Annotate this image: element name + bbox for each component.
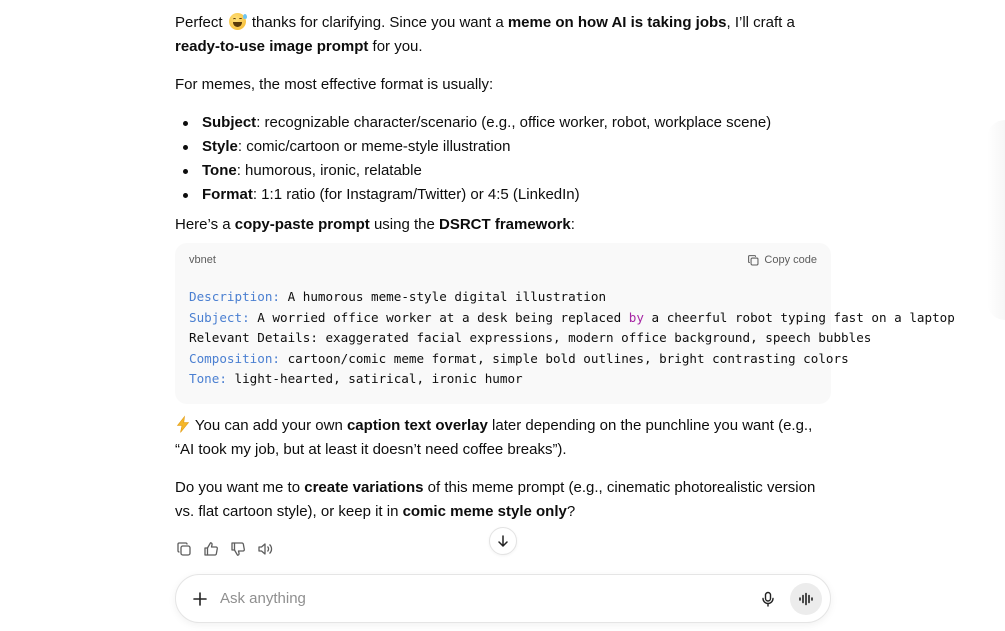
ask-input[interactable] <box>220 590 754 607</box>
code-text: a cheerful robot typing fast on a laptop <box>643 309 955 325</box>
thumbs-up-button[interactable] <box>202 540 219 557</box>
message-actions <box>175 540 273 557</box>
voice-mode-button[interactable] <box>790 583 822 615</box>
dictate-button[interactable] <box>754 585 782 613</box>
text: for you. <box>368 38 423 55</box>
code-keyword: by <box>628 309 644 325</box>
bold-text: meme on how AI is taking jobs <box>507 14 727 31</box>
bold-text: caption text overlay <box>346 417 488 434</box>
text: using the <box>369 216 439 233</box>
code-key: Tone: <box>189 371 227 386</box>
text: You can add your own <box>191 417 347 434</box>
copy-code-label: Copy code <box>764 254 817 266</box>
code-content <box>175 277 955 390</box>
prompt-intro-paragraph <box>175 213 831 237</box>
assistant-message <box>175 11 955 538</box>
code-key: Description: <box>189 289 280 304</box>
add-attachment-button[interactable] <box>186 585 214 613</box>
code-language-label: vbnet <box>189 254 216 266</box>
speaker-icon <box>257 541 273 557</box>
bold-text: create variations <box>304 479 424 496</box>
lightning-bolt-emoji-icon <box>175 416 191 433</box>
list-item <box>175 111 831 135</box>
text: later depending on the punchline you want (e.g., “AI took my job, but at least it doesn’t need coffee breaks”). <box>175 417 813 458</box>
code-key: Subject: <box>189 309 250 325</box>
bold-text: ready-to-use image prompt <box>175 38 369 55</box>
text: Perfect <box>175 14 223 31</box>
text: Here’s a <box>175 216 235 233</box>
code-block <box>175 243 955 404</box>
list-item <box>175 135 831 159</box>
scroll-to-bottom-button[interactable] <box>489 527 517 555</box>
list-item-term: Tone <box>202 162 237 179</box>
grinning-sweat-emoji-icon <box>229 13 246 30</box>
voice-mode-icon <box>798 591 814 607</box>
copy-icon <box>176 541 192 557</box>
code-text: A worried office worker at a desk being replaced <box>249 309 629 325</box>
code-text: light-hearted, satirical, ironic humor <box>226 371 523 386</box>
code-key: Composition: <box>189 350 280 366</box>
copy-code-button[interactable] <box>747 248 817 272</box>
format-list <box>175 111 831 207</box>
thumbs-down-icon <box>230 541 246 557</box>
code-text: A humorous meme-style digital illustration <box>280 289 607 304</box>
code-text: cartoon/comic meme format, simple bold outlines, bright contrasting colors <box>280 350 849 366</box>
text: thanks for clarifying. Since you want a <box>247 14 508 31</box>
code-header <box>175 243 831 277</box>
plus-icon <box>192 591 208 607</box>
caption-paragraph <box>175 414 831 462</box>
bold-text: comic meme style only <box>402 503 567 520</box>
code-text: Relevant Details: exaggerated facial expressions, modern office background, speech bubbles <box>189 330 872 345</box>
read-aloud-button[interactable] <box>256 540 273 557</box>
list-item <box>175 159 831 183</box>
list-item-term: Subject <box>202 114 257 131</box>
bold-text: DSRCT framework <box>439 216 571 233</box>
list-item-text: : comic/cartoon or meme-style illustration <box>237 138 511 155</box>
text: Do you want me to <box>175 479 305 496</box>
text: of this meme prompt (e.g., cinematic photorealistic version vs. flat cartoon style), or keep it in <box>175 479 816 520</box>
microphone-icon <box>760 591 776 607</box>
list-item <box>175 183 831 207</box>
thumbs-down-button[interactable] <box>229 540 246 557</box>
intro-paragraph <box>175 11 831 59</box>
question-paragraph <box>175 476 831 524</box>
text: , I’ll craft a <box>726 14 795 31</box>
sidebar-edge-shadow <box>987 120 1005 320</box>
format-paragraph: For memes, the most effective format is usually: <box>175 76 494 93</box>
text: ? <box>566 503 576 520</box>
copy-icon <box>747 254 760 267</box>
list-item-text: : humorous, ironic, relatable <box>236 162 422 179</box>
text: : <box>570 216 575 233</box>
arrow-down-icon <box>496 534 510 548</box>
list-item-term: Format <box>202 186 253 203</box>
bold-text: copy-paste prompt <box>234 216 370 233</box>
list-item-text: : recognizable character/scenario (e.g., office worker, robot, workplace scene) <box>256 114 772 131</box>
list-item-term: Style <box>202 138 238 155</box>
list-item-text: : 1:1 ratio (for Instagram/Twitter) or 4:5 (LinkedIn) <box>252 186 580 203</box>
composer <box>175 574 831 623</box>
copy-message-button[interactable] <box>175 540 192 557</box>
thumbs-up-icon <box>203 541 219 557</box>
